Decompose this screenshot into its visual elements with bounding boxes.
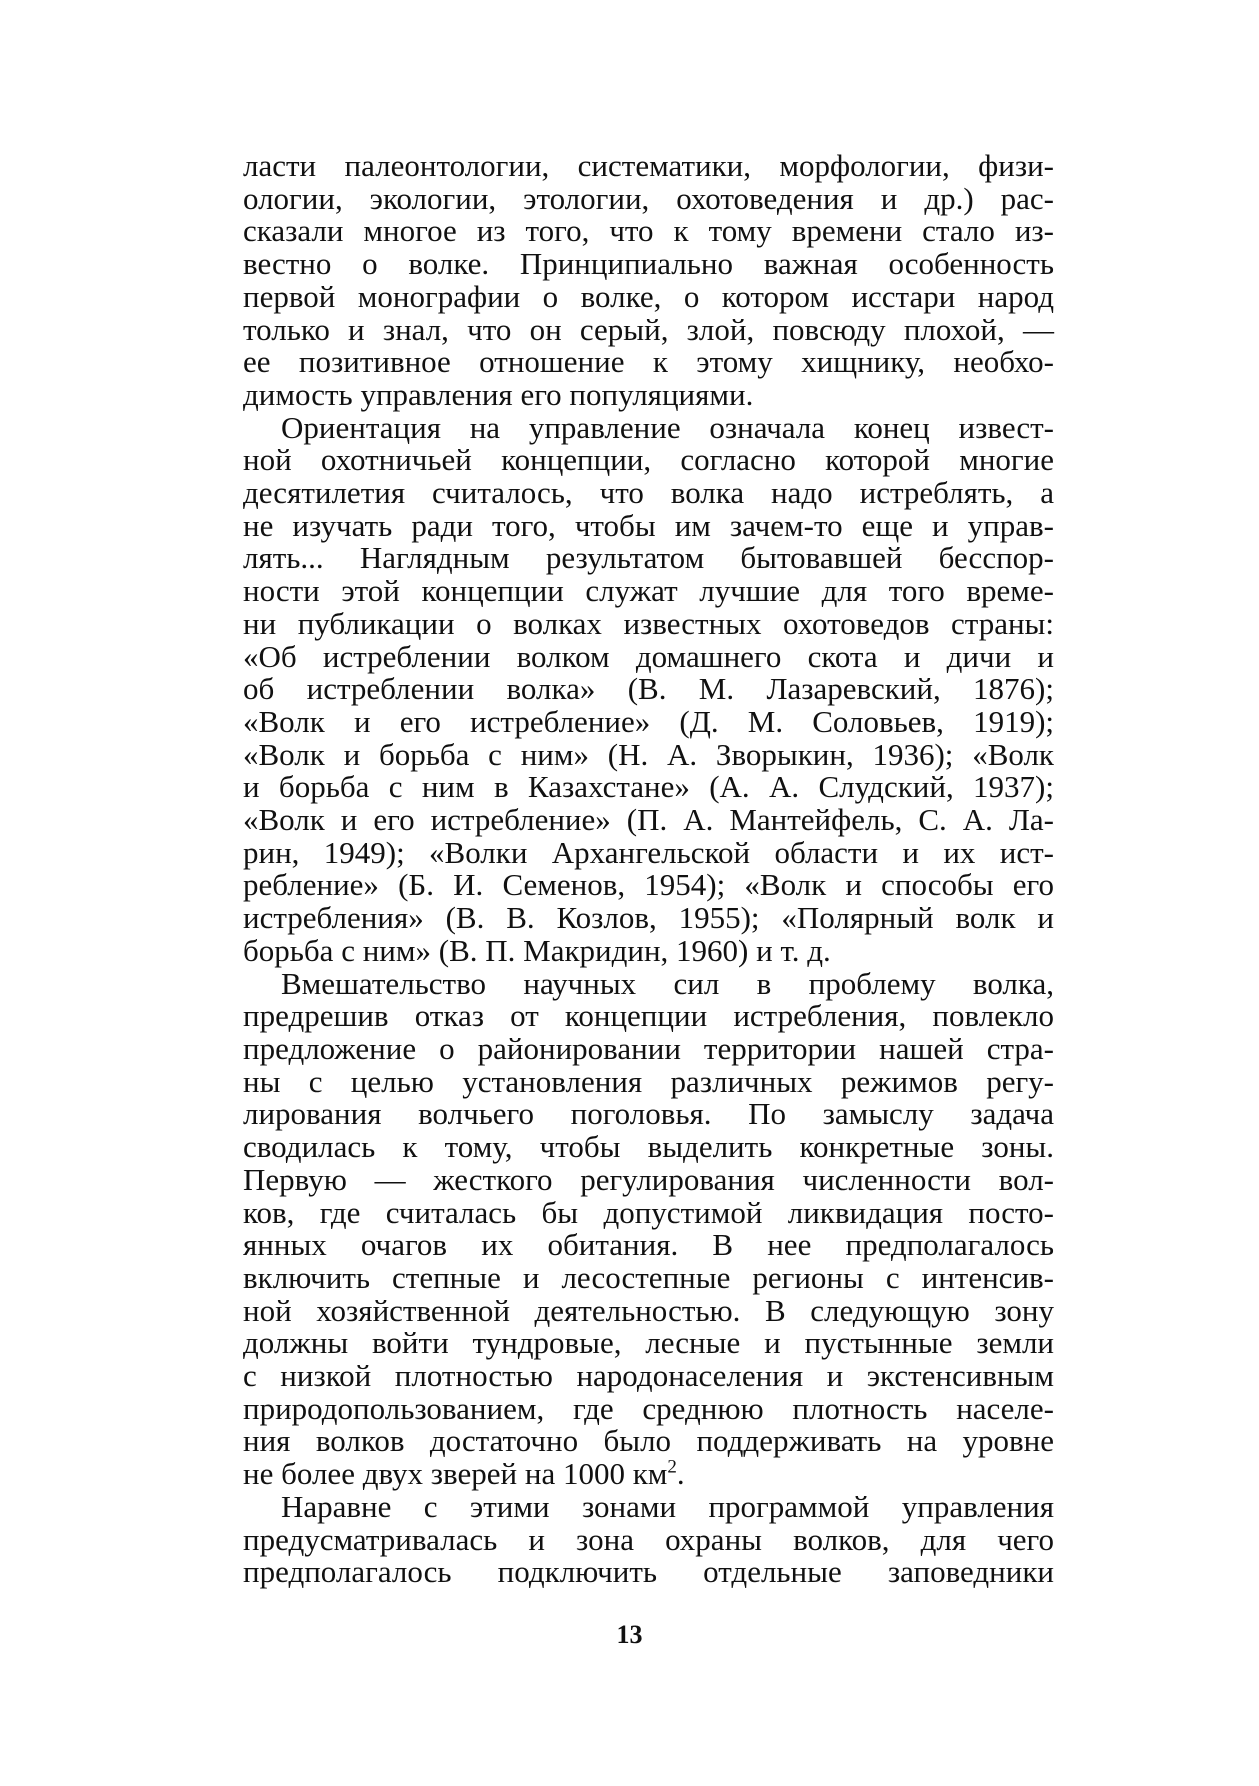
text-line: янных очагов их обитания. В нее предполагалось	[243, 1227, 1054, 1263]
body-text	[243, 150, 1054, 1589]
text-line: Наравне с этими зонами программой управления	[281, 1488, 1054, 1524]
text-line: борьба с ним» (В. П. Макридин, 1960) и т. д.	[243, 932, 831, 968]
paragraph-4	[243, 1488, 1054, 1590]
paragraph-1	[243, 150, 1054, 412]
text-line: димость управления его популяциями.	[243, 376, 754, 412]
text-line: ной хозяйственной деятельностью. В следующую зону	[243, 1292, 1054, 1328]
text-line: лять... Наглядным результатом бытовавшей бесспор-	[243, 540, 1054, 576]
page-number: 13	[616, 1620, 643, 1649]
text-line: первой монографии о волке, о котором исстари народ	[243, 278, 1054, 314]
paragraph-2	[243, 409, 1054, 968]
text-line: вестно о волке. Принципиально важная особенность	[243, 246, 1054, 282]
text-line: сказали многое из того, что к тому времени стало из-	[243, 213, 1054, 249]
text-line: об истреблении волка» (В. М. Лазаревский, 1876);	[243, 671, 1054, 707]
line-end-punctuation: .	[676, 1456, 685, 1492]
text-line-with-superscript	[243, 1458, 1054, 1491]
text-line: Ориентация на управление означала конец извест-	[281, 409, 1054, 445]
text-line: лирования волчьего поголовья. По замыслу задача	[243, 1096, 1054, 1132]
text-line: ния волков достаточно было поддерживать на уровне	[243, 1423, 1054, 1459]
text-line-content: не более двух зверей на 1000 км	[243, 1456, 668, 1492]
text-line: не изучать ради того, чтобы им зачем-то еще и управ-	[243, 507, 1054, 543]
text-line: только и знал, что он серый, злой, повсюду плохой, —	[243, 311, 1054, 347]
text-line: истребления» (В. В. Козлов, 1955); «Полярный волк и	[243, 900, 1054, 936]
text-line: Вмешательство научных сил в проблему волка,	[281, 965, 1054, 1001]
paragraph-3	[243, 965, 1054, 1492]
text-line: ков, где считалась бы допустимой ликвидация посто-	[243, 1194, 1054, 1230]
text-line: Первую — жесткого регулирования численности вол-	[243, 1161, 1054, 1197]
text-line: с низкой плотностью народонаселения и экстенсивным	[243, 1358, 1054, 1394]
text-line: ны с целью установления различных режимов регу-	[243, 1063, 1054, 1099]
text-line: должны войти тундровые, лесные и пустынные земли	[243, 1325, 1054, 1361]
text-line: ребление» (Б. И. Семенов, 1954); «Волк и способы его	[243, 867, 1054, 903]
text-line: «Волк и борьба с ним» (Н. А. Зворыкин, 1936); «Волк	[243, 736, 1054, 772]
text-line: ее позитивное отношение к этому хищнику, необхо-	[243, 344, 1054, 380]
text-line: «Волк и его истребление» (П. А. Мантейфель, С. А. Ла-	[243, 802, 1054, 838]
text-line: предусматривалась и зона охраны волков, для чего	[243, 1521, 1054, 1557]
text-line: ологии, экологии, этологии, охотоведения и др.) рас-	[243, 180, 1054, 216]
superscript-exponent: 2	[667, 1456, 677, 1478]
text-line: рин, 1949); «Волки Архангельской области и их ист-	[243, 834, 1054, 870]
text-line: предложение о районировании территории нашей стра-	[243, 1030, 1054, 1066]
text-line: ности этой концепции служат лучшие для того време-	[243, 573, 1054, 609]
text-line: включить степные и лесостепные регионы с интенсив-	[243, 1259, 1054, 1295]
text-line: сводилась к тому, чтобы выделить конкретные зоны.	[243, 1129, 1054, 1165]
text-line: десятилетия считалось, что волка надо истреблять, а	[243, 475, 1054, 511]
text-line: предполагалось подключить отдельные заповедники	[243, 1554, 1054, 1590]
text-line: предрешив отказ от концепции истребления, повлекло	[243, 998, 1054, 1034]
text-line: и борьба с ним в Казахстане» (А. А. Слудский, 1937);	[243, 769, 1054, 805]
text-line: ной охотничьей концепции, согласно которой многие	[243, 442, 1054, 478]
text-line: «Об истреблении волком домашнего скота и дичи и	[243, 638, 1054, 674]
text-line: природопользованием, где среднюю плотность населе-	[243, 1390, 1054, 1426]
text-line: «Волк и его истребление» (Д. М. Соловьев, 1919);	[243, 703, 1054, 739]
text-line: ласти палеонтологии, систематики, морфологии, физи-	[243, 148, 1054, 183]
text-line: ни публикации о волках известных охотоведов страны:	[243, 605, 1054, 641]
